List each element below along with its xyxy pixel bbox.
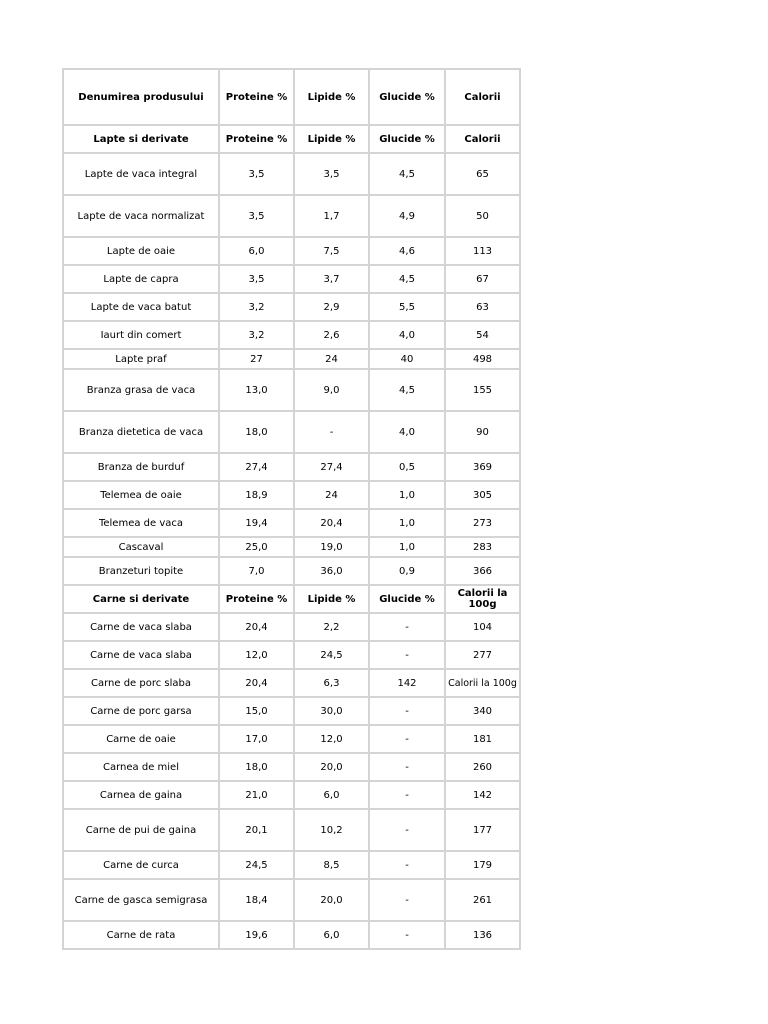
calorie-cell: 104 (445, 613, 520, 641)
product-name-cell: Carnea de gaina (63, 781, 219, 809)
lipid-cell: 10,2 (294, 809, 369, 851)
table-row (63, 781, 520, 809)
lipid-cell: 6,0 (294, 781, 369, 809)
calorie-cell: 369 (445, 453, 520, 481)
lipid-cell: 7,5 (294, 237, 369, 265)
table-row (63, 237, 520, 265)
product-name-cell: Branza dietetica de vaca (63, 411, 219, 453)
glucide-cell: 4,0 (369, 411, 445, 453)
table-row (63, 481, 520, 509)
calorie-cell: 305 (445, 481, 520, 509)
section-header-glucides: Glucide % (369, 125, 445, 153)
product-name-cell: Carne de gasca semigrasa (63, 879, 219, 921)
glucide-cell: 4,9 (369, 195, 445, 237)
calorie-cell: 340 (445, 697, 520, 725)
calorie-cell: 498 (445, 349, 520, 369)
glucide-cell: 1,0 (369, 537, 445, 557)
glucide-cell: 142 (369, 669, 445, 697)
protein-cell: 13,0 (219, 369, 294, 411)
calorie-cell: 177 (445, 809, 520, 851)
lipid-cell: 2,6 (294, 321, 369, 349)
protein-cell: 18,9 (219, 481, 294, 509)
product-name-cell: Lapte de vaca integral (63, 153, 219, 195)
table-row (63, 369, 520, 411)
header-cell-lipids: Lipide % (294, 69, 369, 125)
lipid-cell: 20,4 (294, 509, 369, 537)
glucide-cell: - (369, 725, 445, 753)
section-header-row-meat (63, 585, 520, 613)
table-row (63, 411, 520, 453)
lipid-cell: 20,0 (294, 753, 369, 781)
product-name-cell: Lapte de vaca normalizat (63, 195, 219, 237)
protein-cell: 3,2 (219, 321, 294, 349)
table-row (63, 641, 520, 669)
glucide-cell: - (369, 641, 445, 669)
calorie-cell: 283 (445, 537, 520, 557)
lipid-cell: 2,2 (294, 613, 369, 641)
protein-cell: 3,5 (219, 153, 294, 195)
glucide-cell: 1,0 (369, 481, 445, 509)
calorie-cell: 366 (445, 557, 520, 585)
product-name-cell: Carne de porc slaba (63, 669, 219, 697)
protein-cell: 3,2 (219, 293, 294, 321)
calorie-cell: 65 (445, 153, 520, 195)
protein-cell: 27,4 (219, 453, 294, 481)
glucide-cell: - (369, 879, 445, 921)
nutrition-table (62, 68, 521, 950)
calorie-cell: 63 (445, 293, 520, 321)
table-row (63, 851, 520, 879)
product-name-cell: Carne de vaca slaba (63, 613, 219, 641)
product-name-cell: Lapte de vaca batut (63, 293, 219, 321)
glucide-cell: - (369, 781, 445, 809)
table-row (63, 669, 520, 697)
calorie-cell: 277 (445, 641, 520, 669)
product-name-cell: Carne de oaie (63, 725, 219, 753)
table-row (63, 753, 520, 781)
lipid-cell: 9,0 (294, 369, 369, 411)
calorie-cell: 54 (445, 321, 520, 349)
protein-cell: 3,5 (219, 195, 294, 237)
lipid-cell: 24 (294, 481, 369, 509)
table-row (63, 321, 520, 349)
calorie-cell: 273 (445, 509, 520, 537)
section-header-lipids: Lipide % (294, 585, 369, 613)
table-row (63, 293, 520, 321)
lipid-cell: 3,7 (294, 265, 369, 293)
header-cell-proteins: Proteine % (219, 69, 294, 125)
table-row (63, 265, 520, 293)
table-row (63, 809, 520, 851)
table-row (63, 509, 520, 537)
glucide-cell: - (369, 753, 445, 781)
calorie-cell: Calorii la 100g (445, 669, 520, 697)
product-name-cell: Branza de burduf (63, 453, 219, 481)
glucide-cell: 4,5 (369, 265, 445, 293)
product-name-cell: Carne de rata (63, 921, 219, 949)
product-name-cell: Lapte de capra (63, 265, 219, 293)
table-row (63, 921, 520, 949)
protein-cell: 12,0 (219, 641, 294, 669)
calorie-cell: 181 (445, 725, 520, 753)
protein-cell: 3,5 (219, 265, 294, 293)
section-header-calories: Calorii la 100g (445, 585, 520, 613)
lipid-cell: 12,0 (294, 725, 369, 753)
table-row (63, 613, 520, 641)
section-header-proteins: Proteine % (219, 585, 294, 613)
table-row (63, 195, 520, 237)
lipid-cell: 3,5 (294, 153, 369, 195)
glucide-cell: - (369, 851, 445, 879)
table-main-header-row (63, 69, 520, 125)
glucide-cell: - (369, 809, 445, 851)
product-name-cell: Telemea de vaca (63, 509, 219, 537)
table-row (63, 697, 520, 725)
protein-cell: 20,1 (219, 809, 294, 851)
calorie-cell: 261 (445, 879, 520, 921)
lipid-cell: 19,0 (294, 537, 369, 557)
protein-cell: 18,0 (219, 411, 294, 453)
table-row (63, 349, 520, 369)
glucide-cell: 40 (369, 349, 445, 369)
calorie-cell: 113 (445, 237, 520, 265)
calorie-cell: 90 (445, 411, 520, 453)
lipid-cell: 8,5 (294, 851, 369, 879)
protein-cell: 20,4 (219, 613, 294, 641)
product-name-cell: Carnea de miel (63, 753, 219, 781)
glucide-cell: 4,5 (369, 153, 445, 195)
glucide-cell: 0,9 (369, 557, 445, 585)
section-header-proteins: Proteine % (219, 125, 294, 153)
calorie-cell: 142 (445, 781, 520, 809)
lipid-cell: 2,9 (294, 293, 369, 321)
lipid-cell: 1,7 (294, 195, 369, 237)
calorie-cell: 179 (445, 851, 520, 879)
glucide-cell: 0,5 (369, 453, 445, 481)
protein-cell: 7,0 (219, 557, 294, 585)
table-row (63, 725, 520, 753)
product-name-cell: Lapte de oaie (63, 237, 219, 265)
glucide-cell: - (369, 921, 445, 949)
product-name-cell: Telemea de oaie (63, 481, 219, 509)
section-header-glucides: Glucide % (369, 585, 445, 613)
lipid-cell: 24,5 (294, 641, 369, 669)
glucide-cell: 4,6 (369, 237, 445, 265)
table-row (63, 879, 520, 921)
calorie-cell: 155 (445, 369, 520, 411)
lipid-cell: 36,0 (294, 557, 369, 585)
product-name-cell: Branzeturi topite (63, 557, 219, 585)
section-header-calories: Calorii (445, 125, 520, 153)
calorie-cell: 50 (445, 195, 520, 237)
section-header-row-dairy (63, 125, 520, 153)
header-cell-calories: Calorii (445, 69, 520, 125)
glucide-cell: 4,0 (369, 321, 445, 349)
protein-cell: 20,4 (219, 669, 294, 697)
product-name-cell: Lapte praf (63, 349, 219, 369)
protein-cell: 19,6 (219, 921, 294, 949)
glucide-cell: 4,5 (369, 369, 445, 411)
protein-cell: 15,0 (219, 697, 294, 725)
protein-cell: 17,0 (219, 725, 294, 753)
product-name-cell: Carne de curca (63, 851, 219, 879)
lipid-cell: 27,4 (294, 453, 369, 481)
lipid-cell: 6,0 (294, 921, 369, 949)
protein-cell: 18,0 (219, 753, 294, 781)
calorie-cell: 260 (445, 753, 520, 781)
product-name-cell: Cascaval (63, 537, 219, 557)
product-name-cell: Carne de pui de gaina (63, 809, 219, 851)
glucide-cell: 1,0 (369, 509, 445, 537)
glucide-cell: - (369, 697, 445, 725)
glucide-cell: 5,5 (369, 293, 445, 321)
table-row (63, 453, 520, 481)
product-name-cell: Carne de vaca slaba (63, 641, 219, 669)
lipid-cell: 6,3 (294, 669, 369, 697)
protein-cell: 6,0 (219, 237, 294, 265)
calorie-cell: 136 (445, 921, 520, 949)
header-cell-product-name: Denumirea produsului (63, 69, 219, 125)
section-title-meat: Carne si derivate (63, 585, 219, 613)
product-name-cell: Branza grasa de vaca (63, 369, 219, 411)
lipid-cell: 30,0 (294, 697, 369, 725)
lipid-cell: - (294, 411, 369, 453)
protein-cell: 24,5 (219, 851, 294, 879)
protein-cell: 19,4 (219, 509, 294, 537)
protein-cell: 21,0 (219, 781, 294, 809)
protein-cell: 27 (219, 349, 294, 369)
section-header-lipids: Lipide % (294, 125, 369, 153)
protein-cell: 18,4 (219, 879, 294, 921)
protein-cell: 25,0 (219, 537, 294, 557)
lipid-cell: 24 (294, 349, 369, 369)
header-cell-glucides: Glucide % (369, 69, 445, 125)
section-title-dairy: Lapte si derivate (63, 125, 219, 153)
table-row (63, 557, 520, 585)
product-name-cell: Iaurt din comert (63, 321, 219, 349)
table-row (63, 153, 520, 195)
table-row (63, 537, 520, 557)
glucide-cell: - (369, 613, 445, 641)
calorie-cell: 67 (445, 265, 520, 293)
lipid-cell: 20,0 (294, 879, 369, 921)
product-name-cell: Carne de porc garsa (63, 697, 219, 725)
